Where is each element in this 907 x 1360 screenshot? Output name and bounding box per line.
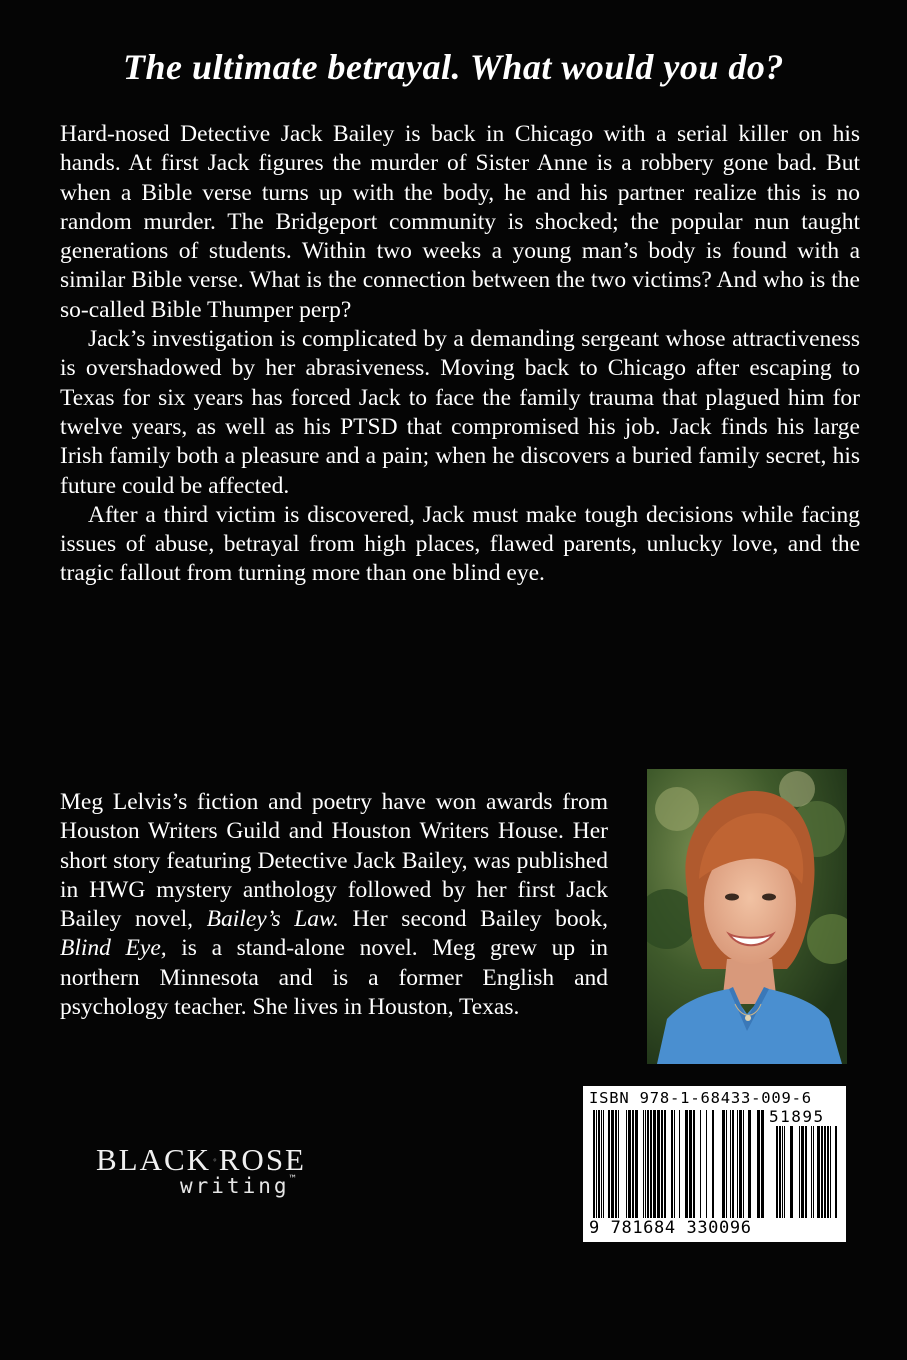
- main-barcode-bar: [739, 1110, 742, 1218]
- main-barcode-bar: [685, 1110, 688, 1218]
- main-barcode-bar: [635, 1110, 638, 1218]
- addon-barcode-bar: [790, 1126, 793, 1218]
- main-barcode-bar: [657, 1110, 660, 1218]
- main-barcode-bar: [601, 1110, 602, 1218]
- main-barcode-bar: [679, 1110, 680, 1218]
- trademark-symbol: ™: [289, 1174, 299, 1185]
- book-title-baileys-law: Bailey’s Law.: [206, 906, 339, 933]
- main-barcode-bar: [664, 1110, 666, 1218]
- publisher-logo: [96, 1142, 306, 1198]
- addon-barcode-bar: [811, 1126, 812, 1218]
- addon-barcode-bar: [784, 1126, 785, 1218]
- main-barcode-bar: [712, 1110, 714, 1218]
- publisher-name-right: ROSE: [218, 1142, 306, 1177]
- ean-digits: 9 781684 330096: [589, 1218, 752, 1238]
- main-barcode-bar: [722, 1110, 725, 1218]
- blurb-paragraph-3: After a third victim is discovered, Jack must make tough decisions while facing issues of abuse, betrayal from high places, flawed parents, unlucky love, and the tragic fallout from turning more than one blind eye.: [60, 501, 860, 587]
- price-code: 51895: [769, 1107, 825, 1126]
- main-barcode-bar: [653, 1110, 656, 1218]
- main-barcode-bar: [743, 1110, 744, 1218]
- main-barcode-bar: [748, 1110, 751, 1218]
- main-barcode-bar: [661, 1110, 663, 1218]
- main-barcode-bar: [647, 1110, 649, 1218]
- isbn-barcode: [583, 1086, 846, 1242]
- publisher-name: [96, 1142, 306, 1178]
- addon-barcode-bar: [830, 1126, 831, 1218]
- blurb-paragraph-2: Jack’s investigation is complicated by a demanding sergeant whose attractiveness is overshadowed by her abrasiveness. Moving back to Chicago after escaping to Texas for six years has forced Jack to face the family trauma that plagued him for twelve years, as well as his PTSD that compromised his job. Jack finds his large Irish family both a pleasure and a pain; when he discovers a buried family secret, his future could be affected.: [60, 326, 860, 499]
- addon-barcode-bar: [835, 1126, 837, 1218]
- main-barcode-bar: [674, 1110, 675, 1218]
- rose-icon: [213, 1145, 217, 1175]
- author-photo: [647, 769, 847, 1064]
- main-barcode-bar: [626, 1110, 627, 1218]
- author-bio: [60, 788, 608, 1022]
- main-barcode-bar: [737, 1110, 738, 1218]
- publisher-subline: [180, 1174, 306, 1198]
- addon-barcode-bar: [779, 1126, 781, 1218]
- author-portrait-illustration: [647, 769, 847, 1064]
- addon-barcode-bar: [782, 1126, 783, 1218]
- main-barcode-bar: [761, 1110, 764, 1218]
- main-barcode-bar: [643, 1110, 644, 1218]
- addon-barcode-bar: [805, 1126, 807, 1218]
- bio-part-1: Meg Lelvis’s fiction and poetry have won awards from Houston Writers Guild and Houston Writers House. Her short story featuring Detective Jack Bailey, was published in HWG mystery anthology followed by her first Jack Bailey novel,: [60, 789, 608, 933]
- main-barcode-bar: [598, 1110, 600, 1218]
- addon-barcode-bar: [799, 1126, 800, 1218]
- publisher-name-left: BLACK: [96, 1142, 212, 1177]
- main-barcode-bar: [618, 1110, 619, 1218]
- addon-barcode-bar: [817, 1126, 820, 1218]
- publisher-subline-text: writing: [180, 1174, 290, 1198]
- main-barcode-bar: [615, 1110, 617, 1218]
- main-barcode-bar: [628, 1110, 631, 1218]
- main-barcode-bar: [693, 1110, 695, 1218]
- addon-barcode-bar: [824, 1126, 826, 1218]
- main-barcode-bar: [689, 1110, 692, 1218]
- main-barcode-bar: [730, 1110, 731, 1218]
- main-barcode-bar: [608, 1110, 610, 1218]
- addon-barcode-bar: [827, 1126, 829, 1218]
- main-barcode-bar: [632, 1110, 634, 1218]
- isbn-label: ISBN 978-1-68433-009-6: [589, 1089, 812, 1107]
- main-barcode-bar: [732, 1110, 734, 1218]
- bio-part-3: is a stand-alone novel. Meg grew up in northern Minnesota and is a former English and psychology teacher. She lives in Houston, Texas.: [60, 935, 608, 1021]
- addon-barcode-bar: [813, 1126, 814, 1218]
- book-blurb: [60, 120, 860, 589]
- book-title-blind-eye: Blind Eye,: [60, 935, 167, 962]
- blurb-paragraph-1: Hard-nosed Detective Jack Bailey is back in Chicago with a serial killer on his hands. At first Jack figures the murder of Sister Anne is a robbery gone bad. But when a Bible verse turns up with the body, he and his partner realize this is no random murder. The Bridgeport community is shocked; the popular nun taught generations of students. Within two weeks a young man’s body is found with a similar Bible verse. What is the connection between the two victims? And who is the so-called Bible Thumper perp?: [60, 121, 860, 323]
- main-barcode-bar: [757, 1110, 760, 1218]
- main-barcode-bar: [726, 1110, 727, 1218]
- main-barcode-bar: [611, 1110, 614, 1218]
- main-barcode-bar: [603, 1110, 604, 1218]
- tagline: The ultimate betrayal. What would you do?: [123, 47, 784, 87]
- author-bio-text: [60, 788, 608, 1022]
- main-barcode-bar: [706, 1110, 707, 1218]
- bio-part-2: Her second Bailey book,: [338, 906, 608, 933]
- addon-barcode-bar: [776, 1126, 778, 1218]
- main-barcode-bar: [671, 1110, 673, 1218]
- main-barcode-bar: [593, 1110, 595, 1218]
- main-barcode-bar: [700, 1110, 701, 1218]
- main-barcode-bar: [650, 1110, 652, 1218]
- addon-barcode-bar: [801, 1126, 804, 1218]
- main-barcode-bar: [596, 1110, 597, 1218]
- main-barcode-bar: [645, 1110, 646, 1218]
- addon-barcode-bar: [821, 1126, 823, 1218]
